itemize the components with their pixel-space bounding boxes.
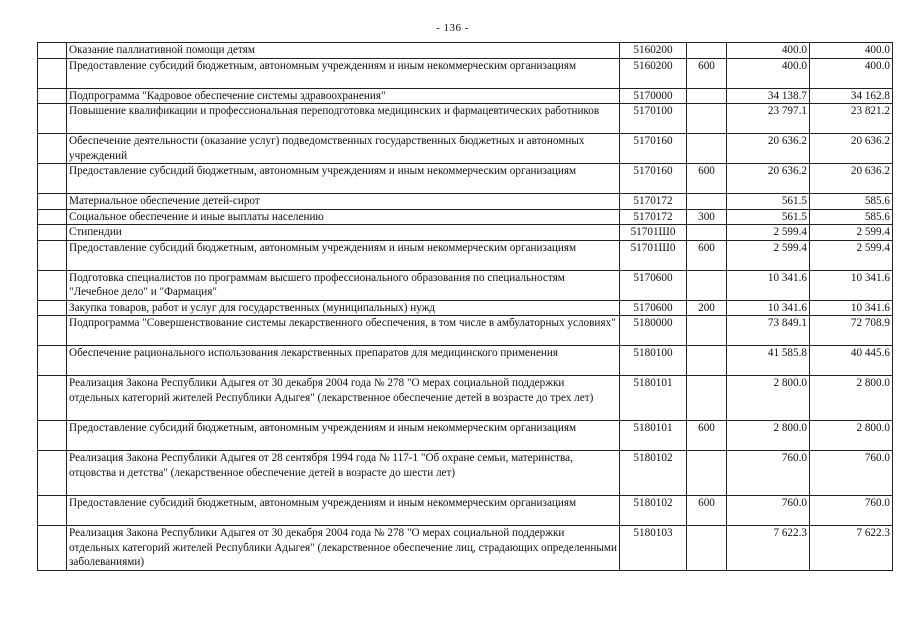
row-amount-year2-cell: 10 341.6: [810, 300, 893, 316]
row-name-cell: Подготовка специалистов по программам высшего профессионального образования по специальностям "Лечебное дело" и "Фармация": [67, 270, 620, 300]
row-type-cell: [687, 451, 727, 496]
row-amount-year1-cell: 2 800.0: [727, 376, 810, 421]
row-type-cell: [687, 88, 727, 104]
table-row: [38, 526, 893, 571]
row-code-cell: 51701Ш0: [620, 240, 687, 270]
row-amount-year1-cell: 760.0: [727, 451, 810, 496]
row-amount-year1-cell: 20 636.2: [727, 134, 810, 164]
row-type-cell: [687, 134, 727, 164]
row-type-cell: [687, 225, 727, 241]
row-amount-year1-cell: 760.0: [727, 496, 810, 526]
row-name-cell: Закупка товаров, работ и услуг для государственных (муниципальных) нужд: [67, 300, 620, 316]
row-code-cell: 5170160: [620, 134, 687, 164]
row-margin-cell: [38, 164, 67, 194]
row-amount-year2-cell: 400.0: [810, 43, 893, 59]
row-name-cell: Реализация Закона Республики Адыгея от 30 декабря 2004 года № 278 "О мерах социальной поддержки отдельных категорий жителей Республики Адыгея" (лекарственное обеспечение лиц, страдающих определенными заболеваниями): [67, 526, 620, 571]
row-margin-cell: [38, 194, 67, 210]
row-amount-year1-cell: 41 585.8: [727, 346, 810, 376]
row-amount-year1-cell: 20 636.2: [727, 164, 810, 194]
table-row: [38, 376, 893, 421]
table-row: [38, 346, 893, 376]
row-amount-year2-cell: 20 636.2: [810, 164, 893, 194]
row-type-cell: [687, 194, 727, 210]
row-amount-year2-cell: 2 800.0: [810, 376, 893, 421]
row-amount-year2-cell: 2 599.4: [810, 225, 893, 241]
row-amount-year2-cell: 2 599.4: [810, 240, 893, 270]
row-type-cell: [687, 526, 727, 571]
row-code-cell: 5170000: [620, 88, 687, 104]
row-amount-year2-cell: 23 821.2: [810, 104, 893, 134]
row-amount-year1-cell: 2 599.4: [727, 240, 810, 270]
row-name-cell: Обеспечение рационального использования лекарственных препаратов для медицинского применения: [67, 346, 620, 376]
row-amount-year1-cell: 10 341.6: [727, 270, 810, 300]
row-name-cell: Повышение квалификации и профессиональная переподготовка медицинских и фармацевтических работников: [67, 104, 620, 134]
row-margin-cell: [38, 209, 67, 225]
row-code-cell: 5160200: [620, 58, 687, 88]
row-amount-year1-cell: 7 622.3: [727, 526, 810, 571]
table-row: [38, 451, 893, 496]
table-row: [38, 104, 893, 134]
row-amount-year1-cell: 2 800.0: [727, 421, 810, 451]
row-margin-cell: [38, 88, 67, 104]
row-margin-cell: [38, 526, 67, 571]
row-name-cell: Предоставление субсидий бюджетным, автономным учреждениям и иным некоммерческим организациям: [67, 58, 620, 88]
table-row: [38, 164, 893, 194]
table-row: [38, 58, 893, 88]
page-number: - 136 -: [436, 22, 469, 34]
row-type-cell: 200: [687, 300, 727, 316]
row-amount-year2-cell: 72 708.9: [810, 316, 893, 346]
row-amount-year1-cell: 10 341.6: [727, 300, 810, 316]
row-code-cell: 5160200: [620, 43, 687, 59]
table-row: [38, 316, 893, 346]
row-type-cell: 600: [687, 58, 727, 88]
row-type-cell: 600: [687, 164, 727, 194]
row-type-cell: 300: [687, 209, 727, 225]
row-amount-year2-cell: 585.6: [810, 194, 893, 210]
table-row: [38, 43, 893, 59]
row-code-cell: 5170160: [620, 164, 687, 194]
row-name-cell: Стипендии: [67, 225, 620, 241]
row-type-cell: [687, 43, 727, 59]
row-amount-year1-cell: 2 599.4: [727, 225, 810, 241]
row-name-cell: Предоставление субсидий бюджетным, автономным учреждениям и иным некоммерческим организациям: [67, 496, 620, 526]
row-code-cell: 5180100: [620, 346, 687, 376]
row-type-cell: 600: [687, 240, 727, 270]
row-amount-year2-cell: 760.0: [810, 496, 893, 526]
row-name-cell: Предоставление субсидий бюджетным, автономным учреждениям и иным некоммерческим организациям: [67, 240, 620, 270]
row-name-cell: Оказание паллиативной помощи детям: [67, 43, 620, 59]
row-margin-cell: [38, 451, 67, 496]
row-code-cell: 5170600: [620, 300, 687, 316]
row-margin-cell: [38, 496, 67, 526]
row-margin-cell: [38, 376, 67, 421]
table-row: [38, 209, 893, 225]
table-row: [38, 225, 893, 241]
row-name-cell: Предоставление субсидий бюджетным, автономным учреждениям и иным некоммерческим организациям: [67, 421, 620, 451]
row-amount-year2-cell: 40 445.6: [810, 346, 893, 376]
row-margin-cell: [38, 240, 67, 270]
row-type-cell: [687, 104, 727, 134]
row-margin-cell: [38, 270, 67, 300]
row-name-cell: Подпрограмма "Совершенствование системы лекарственного обеспечения, в том числе в амбулаторных условиях": [67, 316, 620, 346]
row-amount-year1-cell: 73 849.1: [727, 316, 810, 346]
table-row: [38, 88, 893, 104]
row-code-cell: 5170600: [620, 270, 687, 300]
row-amount-year2-cell: 585.6: [810, 209, 893, 225]
row-code-cell: 5170100: [620, 104, 687, 134]
budget-table-body: [38, 43, 893, 571]
row-code-cell: 5170172: [620, 194, 687, 210]
table-row: [38, 240, 893, 270]
row-margin-cell: [38, 58, 67, 88]
row-code-cell: 51701Ш0: [620, 225, 687, 241]
row-amount-year2-cell: 7 622.3: [810, 526, 893, 571]
row-name-cell: Материальное обеспечение детей-сирот: [67, 194, 620, 210]
row-margin-cell: [38, 225, 67, 241]
row-margin-cell: [38, 316, 67, 346]
row-name-cell: Подпрограмма "Кадровое обеспечение системы здравоохранения": [67, 88, 620, 104]
table-row: [38, 496, 893, 526]
row-code-cell: 5180101: [620, 376, 687, 421]
row-margin-cell: [38, 104, 67, 134]
row-name-cell: Социальное обеспечение и иные выплаты населению: [67, 209, 620, 225]
row-margin-cell: [38, 300, 67, 316]
row-margin-cell: [38, 421, 67, 451]
row-type-cell: [687, 270, 727, 300]
row-amount-year2-cell: 20 636.2: [810, 134, 893, 164]
row-name-cell: Предоставление субсидий бюджетным, автономным учреждениям и иным некоммерческим организациям: [67, 164, 620, 194]
row-margin-cell: [38, 134, 67, 164]
row-amount-year2-cell: 10 341.6: [810, 270, 893, 300]
row-code-cell: 5180102: [620, 496, 687, 526]
row-type-cell: 600: [687, 421, 727, 451]
row-code-cell: 5170172: [620, 209, 687, 225]
row-name-cell: Реализация Закона Республики Адыгея от 28 сентября 1994 года № 117-1 "Об охране семьи, материнства, отцовства и детства" (лекарственное обеспечение детей в возрасте до шести лет): [67, 451, 620, 496]
row-code-cell: 5180103: [620, 526, 687, 571]
row-type-cell: [687, 376, 727, 421]
table-row: [38, 300, 893, 316]
table-row: [38, 270, 893, 300]
row-margin-cell: [38, 43, 67, 59]
row-amount-year2-cell: 760.0: [810, 451, 893, 496]
row-name-cell: Обеспечение деятельности (оказание услуг) подведомственных государственных бюджетных и автономных учреждений: [67, 134, 620, 164]
row-amount-year1-cell: 561.5: [727, 209, 810, 225]
table-row: [38, 421, 893, 451]
row-amount-year1-cell: 561.5: [727, 194, 810, 210]
row-code-cell: 5180101: [620, 421, 687, 451]
row-amount-year2-cell: 34 162.8: [810, 88, 893, 104]
row-type-cell: [687, 316, 727, 346]
row-amount-year1-cell: 400.0: [727, 58, 810, 88]
row-amount-year1-cell: 400.0: [727, 43, 810, 59]
row-amount-year2-cell: 2 800.0: [810, 421, 893, 451]
row-code-cell: 5180000: [620, 316, 687, 346]
row-type-cell: [687, 346, 727, 376]
table-row: [38, 194, 893, 210]
row-code-cell: 5180102: [620, 451, 687, 496]
row-amount-year1-cell: 23 797.1: [727, 104, 810, 134]
table-row: [38, 134, 893, 164]
row-margin-cell: [38, 346, 67, 376]
row-amount-year2-cell: 400.0: [810, 58, 893, 88]
row-name-cell: Реализация Закона Республики Адыгея от 30 декабря 2004 года № 278 "О мерах социальной поддержки отдельных категорий жителей Республики Адыгея" (лекарственное обеспечение детей в возрасте до трех лет): [67, 376, 620, 421]
budget-table: [37, 42, 893, 571]
row-amount-year1-cell: 34 138.7: [727, 88, 810, 104]
row-type-cell: 600: [687, 496, 727, 526]
